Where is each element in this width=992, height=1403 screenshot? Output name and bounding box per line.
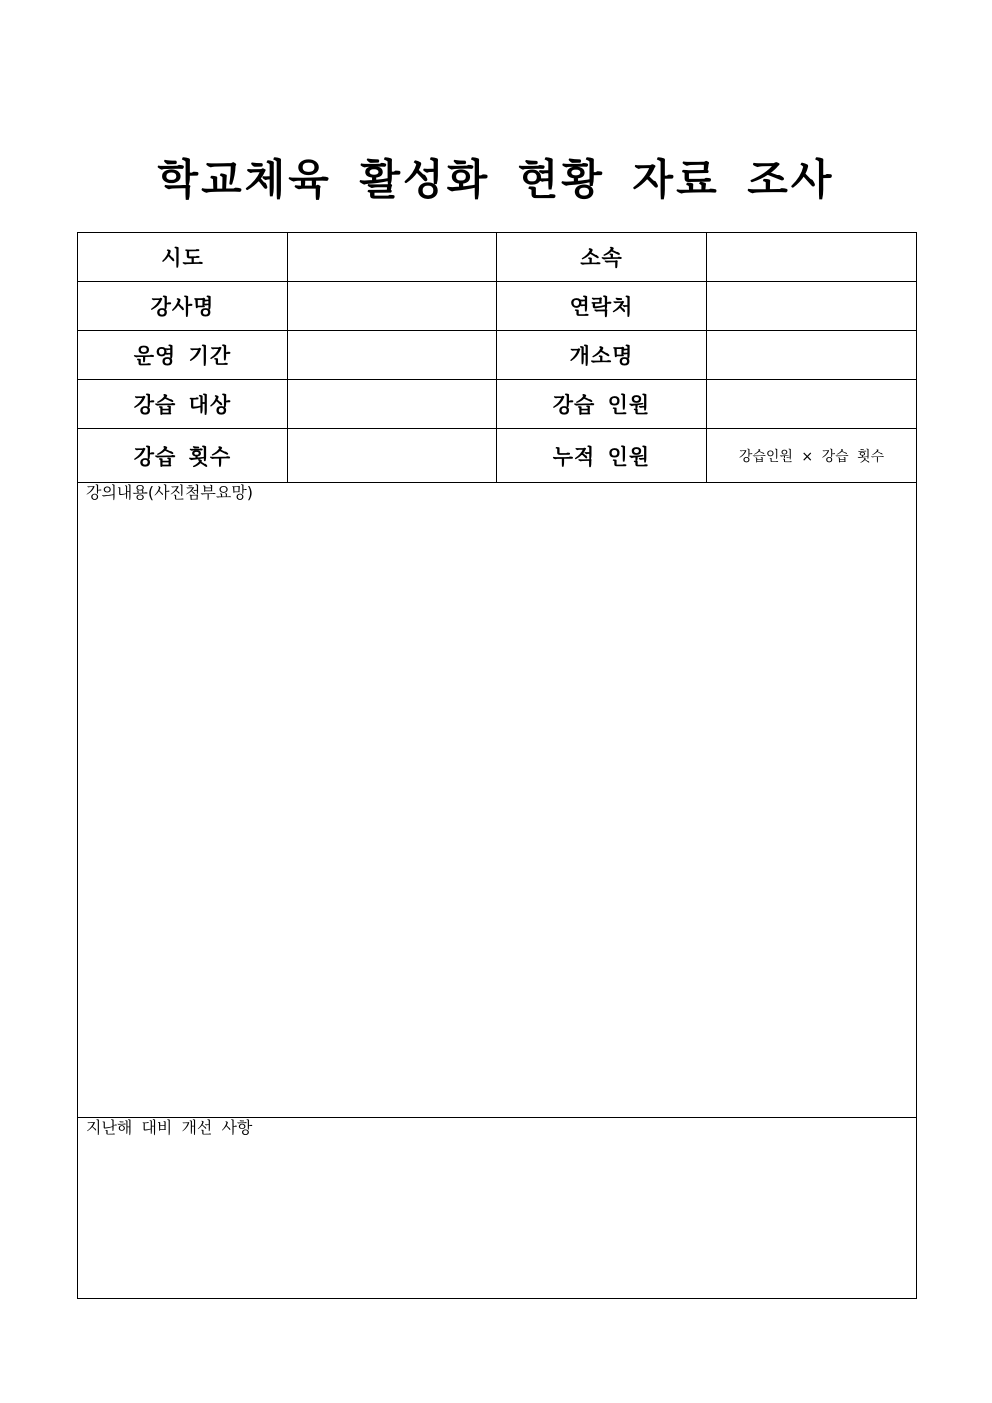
field-value-operation-period[interactable]	[288, 331, 497, 380]
field-label-region: 시도	[78, 233, 288, 282]
field-value-class-sessions[interactable]	[288, 429, 497, 483]
field-label-class-target: 강습 대상	[78, 380, 288, 429]
improvement-area[interactable]	[78, 1118, 917, 1299]
field-label-operation-period: 운영 기간	[78, 331, 288, 380]
field-label-class-sessions: 강습 횟수	[78, 429, 288, 483]
field-value-instructor-name[interactable]	[288, 282, 497, 331]
field-value-affiliation[interactable]	[707, 233, 917, 282]
field-value-class-target[interactable]	[288, 380, 497, 429]
field-value-contact[interactable]	[707, 282, 917, 331]
field-label-cumulative-headcount: 누적 인원	[497, 429, 707, 483]
lecture-content-area[interactable]	[78, 483, 917, 1118]
improvement-label: 지난해 대비 개선 사항	[86, 1118, 253, 1137]
form-row-target	[78, 380, 917, 429]
form-row-improvement	[78, 1118, 917, 1299]
field-value-site-name[interactable]	[707, 331, 917, 380]
field-label-site-name: 개소명	[497, 331, 707, 380]
page-title: 학교체육 활성화 현황 자료 조사	[157, 155, 835, 204]
field-value-cumulative-headcount[interactable]: 강습인원 × 강습 횟수	[707, 429, 917, 483]
field-label-class-headcount: 강습 인원	[497, 380, 707, 429]
field-label-contact: 연락처	[497, 282, 707, 331]
survey-form-table	[77, 232, 917, 1299]
lecture-content-label: 강의내용(사진첨부요망)	[86, 483, 254, 502]
form-row-instructor	[78, 282, 917, 331]
form-row-region	[78, 233, 917, 282]
form-row-sessions	[78, 429, 917, 483]
form-row-period	[78, 331, 917, 380]
field-label-instructor-name: 강사명	[78, 282, 288, 331]
form-row-lecture-content	[78, 483, 917, 1118]
field-value-region[interactable]	[288, 233, 497, 282]
field-value-class-headcount[interactable]	[707, 380, 917, 429]
field-label-affiliation: 소속	[497, 233, 707, 282]
